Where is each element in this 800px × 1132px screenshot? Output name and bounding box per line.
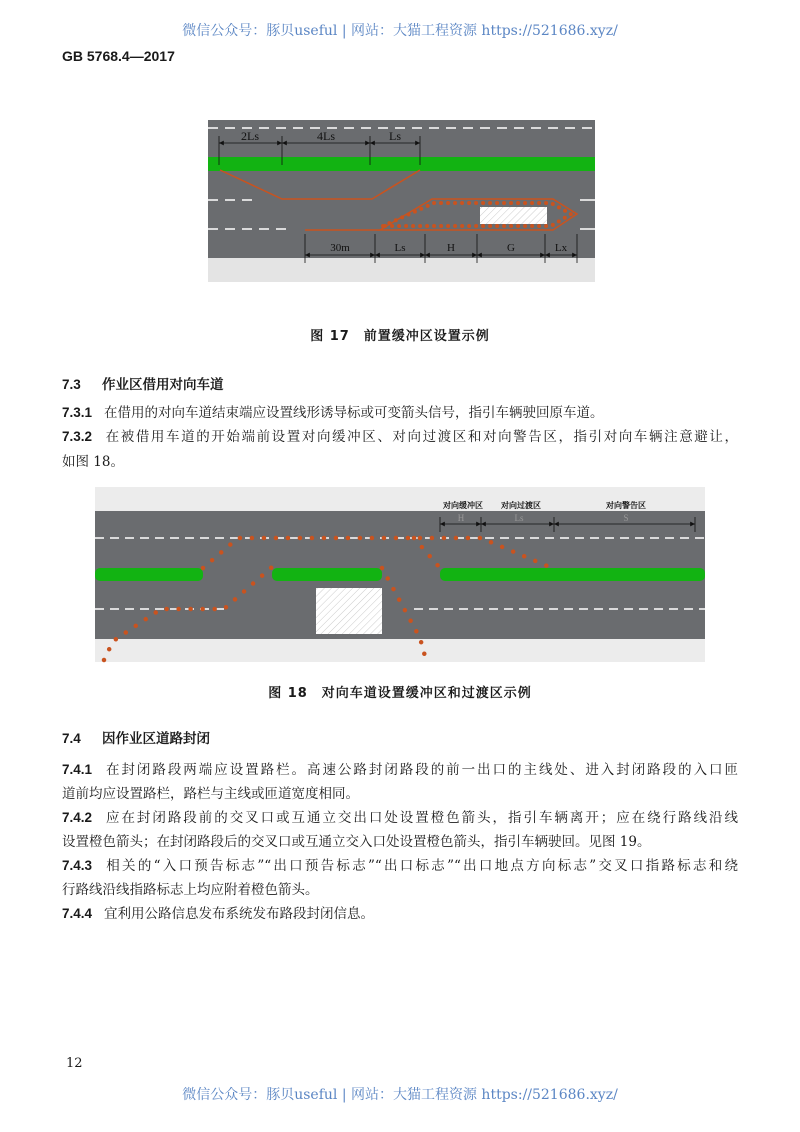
clause-number: 7.4.2 [62, 810, 93, 825]
watermark-bottom: 微信公众号：豚贝useful | 网站：大猫工程资源 https://521686.xyz/ [182, 1087, 618, 1103]
shoulder [208, 258, 595, 282]
work-area [316, 588, 382, 634]
section-heading-7-4 [62, 727, 210, 747]
clause-number: 7.4.3 [62, 858, 93, 873]
dim-label: H [457, 513, 465, 523]
paragraph-line [62, 833, 738, 851]
clause-text: 设置橙色箭头；在封闭路段后的交叉口或互通立交入口处设置橙色箭头，指引车辆驶回。见图 19。 [62, 834, 651, 850]
median [440, 568, 705, 581]
dim-label: Lx [554, 242, 568, 254]
paragraph-line [62, 857, 738, 875]
clause-number: 7.4.4 [62, 906, 93, 921]
clause-text: 在被借用车道的开始端前设置对向缓冲区、对向过渡区和对向警告区，指引对向车辆注意避让， [104, 429, 738, 445]
work-area [480, 207, 547, 224]
clause-text: 相关的“入口预告标志”“出口预告标志”“出口标志”“出口地点方向标志”交叉口指路标志和绕 [104, 858, 738, 874]
shoulder [95, 639, 705, 662]
section-heading-7-3 [62, 373, 224, 393]
clause-text: 应在封闭路段前的交叉口或互通立交出口处设置橙色箭头，指引车辆离开；应在绕行路线沿线 [104, 810, 738, 826]
dim-label: S [623, 513, 629, 523]
clause-number: 7.4.1 [62, 762, 93, 777]
dim-label: 2Ls [241, 129, 259, 143]
dim-label: H [447, 242, 455, 254]
median [272, 568, 382, 581]
dim-label: 4Ls [317, 129, 335, 143]
paragraph-line [62, 785, 738, 803]
dim-label: Ls [389, 129, 401, 143]
clause-number: 7.3.1 [62, 405, 93, 420]
paragraph-line [62, 453, 738, 471]
clause-text: 道前均应设置路栏，路栏与主线或匝道宽度相同。 [62, 786, 359, 802]
watermark-top: 微信公众号：豚贝useful | 网站：大猫工程资源 https://521686.xyz/ [182, 23, 618, 39]
median [208, 157, 595, 171]
dim-label: Ls [514, 513, 524, 523]
clause-text: 行路线沿线指路标志上均应附着橙色箭头。 [62, 882, 319, 898]
paragraph-line [62, 428, 738, 446]
clause-text: 在借用的对向车道结束端应设置线形诱导标或可变箭头信号，指引车辆驶回原车道。 [104, 405, 604, 421]
clause-text: 在封闭路段两端应设置路栏。高速公路封闭路段的前一出口的主线处、进入封闭路段的入口匝 [104, 762, 738, 778]
clause-text: 如图 18。 [62, 454, 124, 470]
section-number: 7.3 [62, 377, 81, 392]
figure-18-diagram [95, 487, 705, 665]
dim-label: G [507, 242, 515, 254]
paragraph-line [62, 404, 738, 422]
dim-label: 30m [330, 242, 350, 254]
median [95, 568, 203, 581]
zone-label: 对向过渡区 [501, 501, 541, 510]
paragraph-line [62, 761, 738, 779]
figure-18-caption: 图 18 对向车道设置缓冲区和过渡区示例 [268, 686, 532, 701]
zone-label: 对向缓冲区 [443, 501, 483, 510]
zone-label: 对向警告区 [606, 501, 646, 510]
paragraph-line [62, 905, 738, 923]
clause-text: 宜利用公路信息发布系统发布路段封闭信息。 [104, 906, 375, 922]
section-title: 因作业区道路封闭 [102, 731, 210, 747]
figure-17-diagram [208, 120, 595, 282]
dim-label: Ls [394, 242, 406, 254]
page-number: 12 [66, 1056, 83, 1071]
clause-number: 7.3.2 [62, 429, 93, 444]
standard-number: GB 5768.4—2017 [62, 48, 175, 64]
figure-17-caption: 图 17 前置缓冲区设置示例 [310, 329, 490, 344]
section-number: 7.4 [62, 731, 81, 746]
section-title: 作业区借用对向车道 [102, 377, 224, 393]
road [208, 120, 595, 258]
paragraph-line [62, 809, 738, 827]
paragraph-line [62, 881, 738, 899]
